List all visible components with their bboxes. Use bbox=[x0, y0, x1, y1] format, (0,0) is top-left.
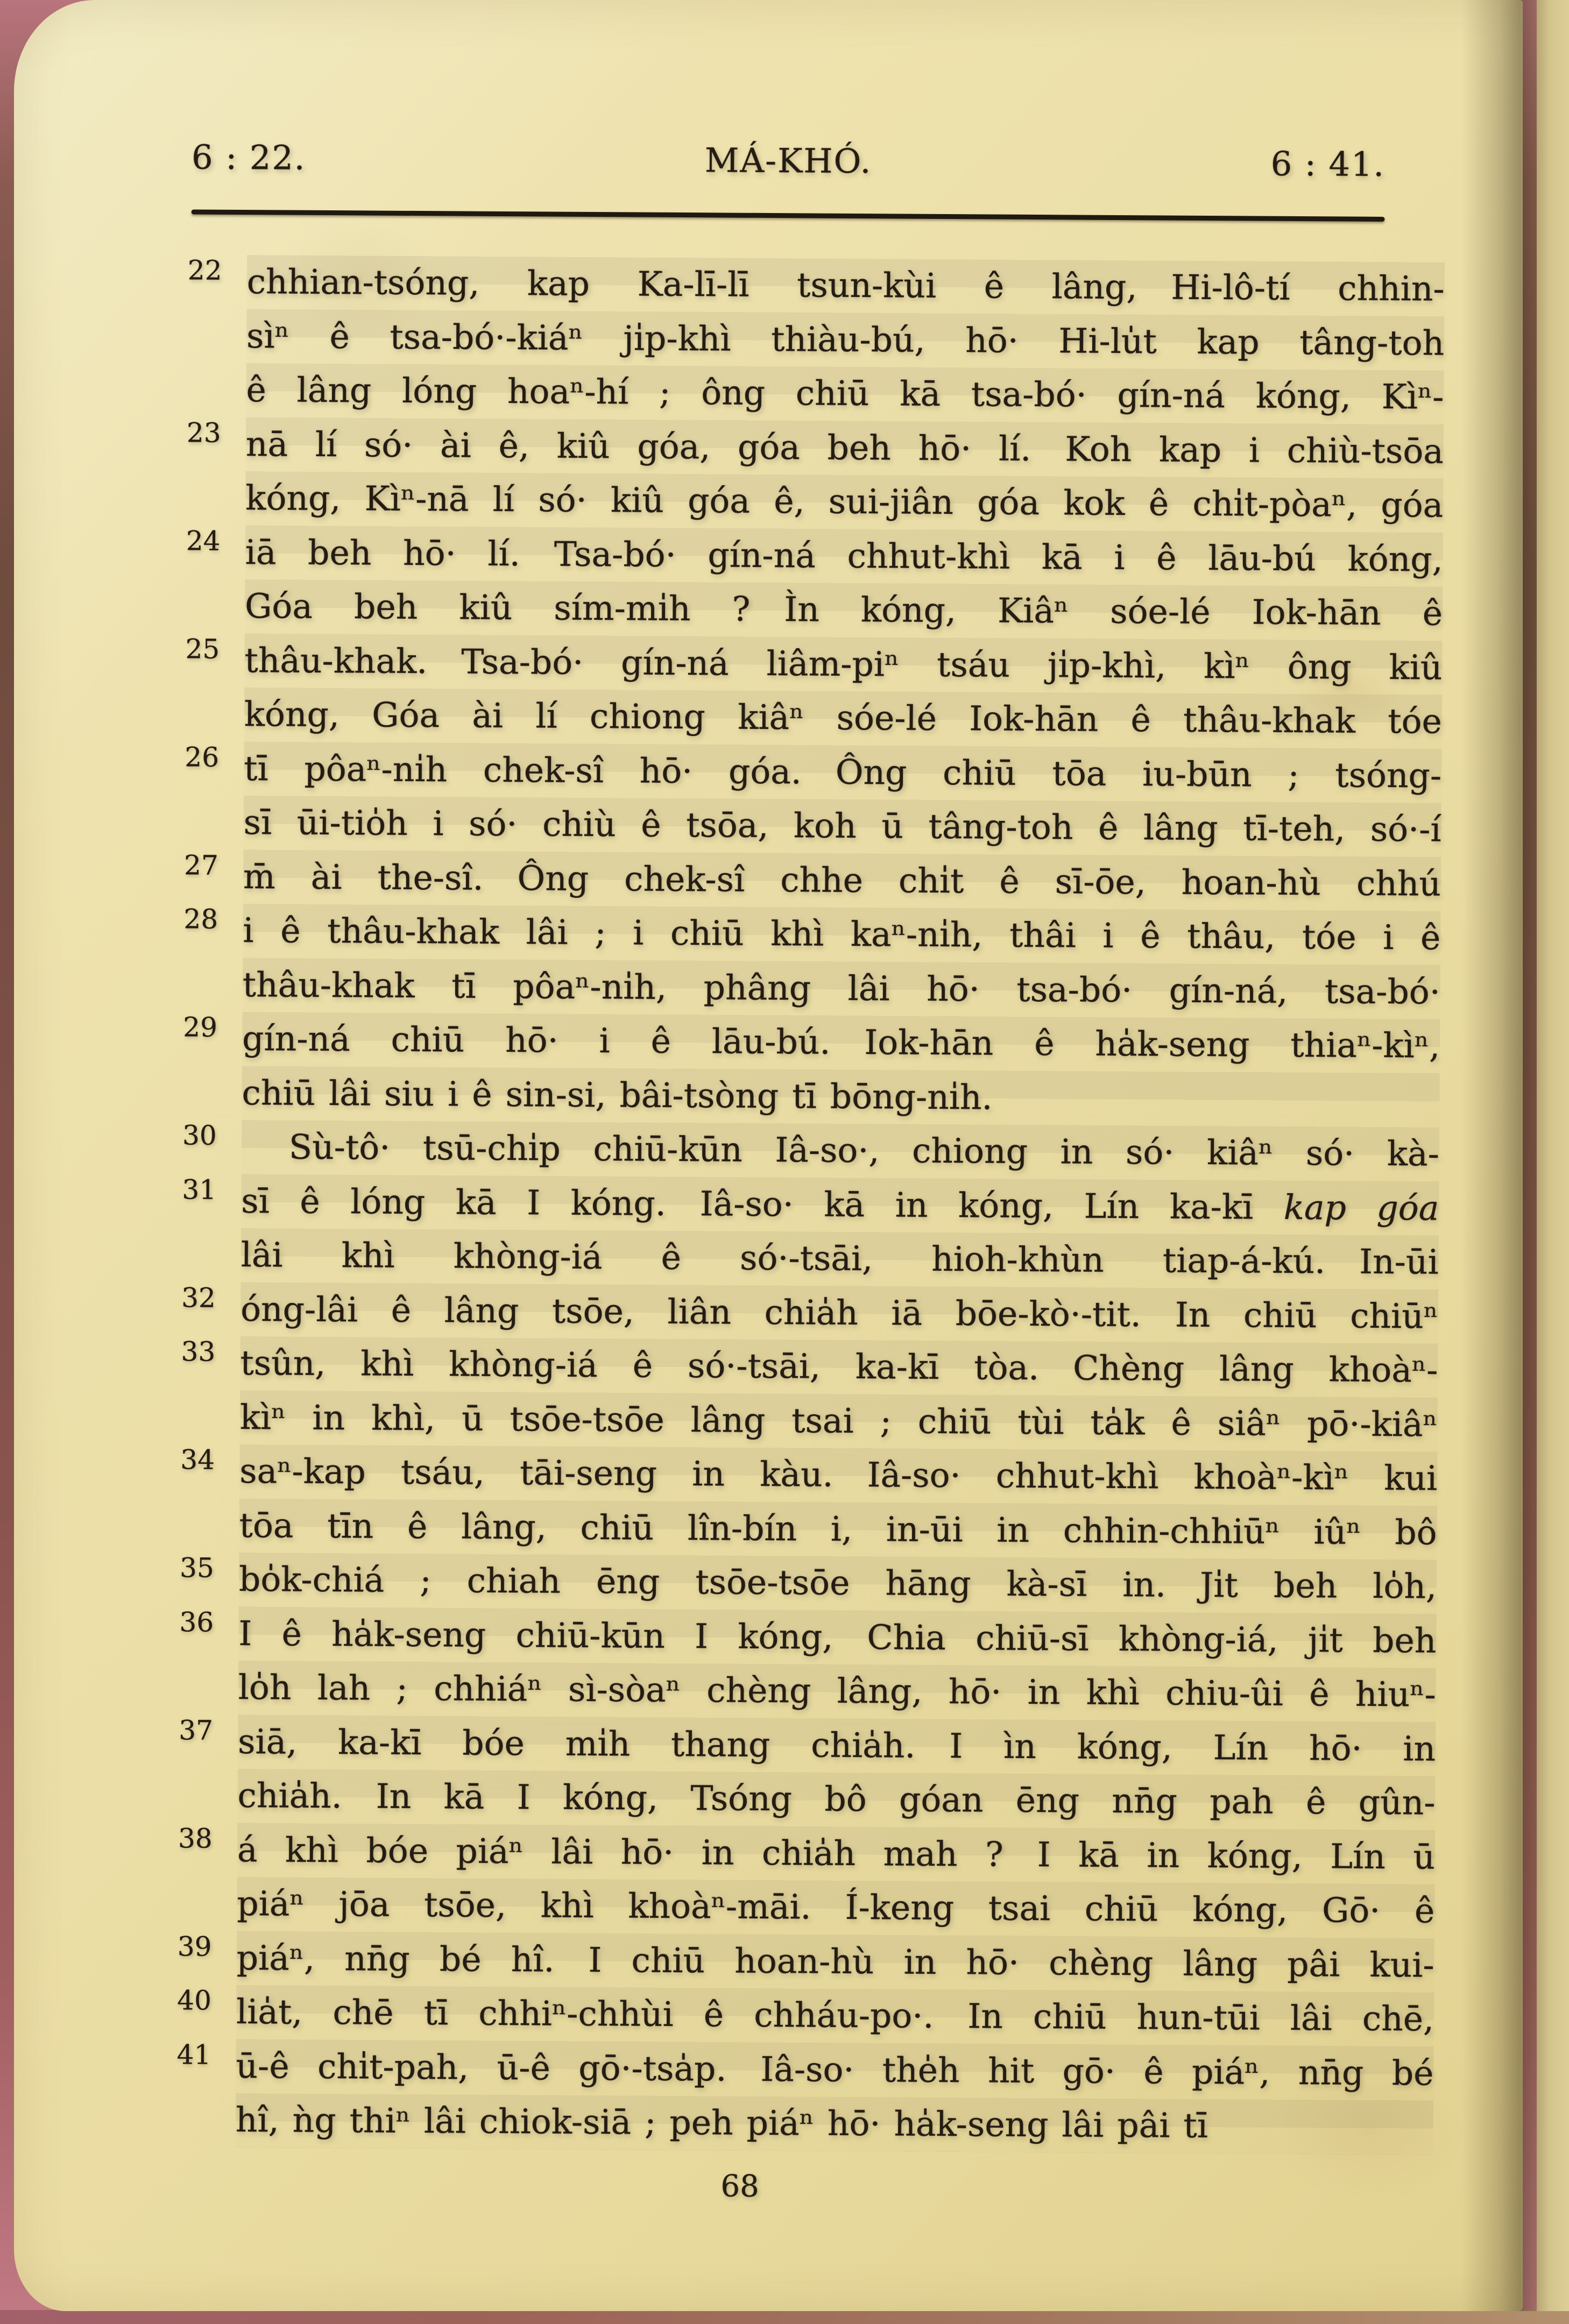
text-line bbox=[242, 1066, 1440, 1128]
verse-number: 26 bbox=[185, 741, 220, 773]
text-line bbox=[246, 309, 1445, 371]
verse-number: 25 bbox=[185, 633, 220, 665]
text-line bbox=[243, 796, 1441, 857]
verse-number: 22 bbox=[187, 254, 222, 286]
verse-text: gín-ná chiū hō· i ê lāu-bú. Iok-hān ê ha̍k-seng thiaⁿ-kìⁿ, bbox=[242, 1019, 1440, 1066]
text-line bbox=[241, 1228, 1439, 1289]
adjacent-page-edge bbox=[1537, 0, 1569, 2311]
text-line bbox=[183, 1011, 1440, 1073]
verse-text: óng-lâi ê lâng tsōe, liân chia̍h iā bōe-kò·-tit. In chiū chiūⁿ bbox=[240, 1289, 1439, 1336]
verse-number: 40 bbox=[177, 1985, 212, 2016]
text-line bbox=[246, 363, 1444, 424]
verse-number: 37 bbox=[179, 1714, 214, 1746]
text-line bbox=[182, 1120, 1440, 1181]
verse-number: 23 bbox=[186, 416, 221, 449]
text-line bbox=[177, 1985, 1434, 2046]
verse-text: sī ūi-tio̍h i só· chiù ê tsōa, koh ū tâng-toh ê lâng tī-teh, só·-í bbox=[243, 803, 1441, 849]
verse-text: chia̍h. In kā I kóng, Tsóng bô góan ēng nn̄g pah ê gûn- bbox=[237, 1776, 1436, 1823]
verse-text: lâi khì khòng-iá ê só·-tsāi, hioh-khùn tiap-á-kú. In-ūi bbox=[241, 1235, 1439, 1282]
verse-text: piáⁿ jōa tsōe, khì khoàⁿ-māi. Í-keng tsai chiū kóng, Gō· ê bbox=[237, 1884, 1435, 1931]
text-line bbox=[245, 471, 1444, 533]
text-line bbox=[245, 579, 1443, 641]
text-line bbox=[240, 1391, 1438, 1452]
verse-text: kóng, Kìⁿ-nā lí só· kiû góa ê, sui-jiân góa kok ê chi̍t-pòaⁿ, góa bbox=[245, 478, 1444, 525]
text-line bbox=[242, 958, 1440, 1019]
verse-text: Góa beh kiû sím-mi̍h ? Ìn kóng, Kiâⁿ sóe-lé Iok-hān ê bbox=[244, 586, 1443, 633]
verse-number: 29 bbox=[183, 1011, 218, 1043]
verse-number: 38 bbox=[178, 1822, 213, 1854]
verse-text: ū-ê chi̍t-pah, ū-ê gō·-tsa̍p. Iâ-so· the̍h hit gō· ê piáⁿ, nn̄g bé bbox=[236, 2046, 1434, 2093]
header-verse-right: 6 : 41. bbox=[1270, 144, 1386, 184]
verse-text: m̄ ài the-sî. Ông chek-sî chhe chi̍t ê sī-ōe, hoan-hù chhú bbox=[243, 856, 1441, 904]
text-line bbox=[236, 2093, 1434, 2155]
verse-number: 24 bbox=[186, 525, 221, 557]
verse-text: i ê thâu-khak lâi ; i chiū khì kaⁿ-ni̍h, thâi i ê thâu, tóe i ê bbox=[243, 911, 1441, 958]
text-line bbox=[185, 633, 1443, 695]
text-line bbox=[181, 1336, 1438, 1398]
verse-text: thâu-khak tī pôaⁿ-ni̍h, phâng lâi hō· tsa-bó· gín-ná, tsa-bó· bbox=[242, 965, 1440, 1012]
text-line bbox=[179, 1714, 1436, 1776]
verse-text: nā lí só· ài ê, kiû góa, góa beh hō· lí. Koh kap i chiù-tsōa bbox=[245, 424, 1444, 471]
verse-text: lia̍t, chē tī chhiⁿ-chhùi ê chháu-po·. In chiū hun-tūi lâi chē, bbox=[236, 1992, 1434, 2039]
verse-text: siā, ka-kī bóe mi̍h thang chia̍h. I ìn kóng, Lín hō· in bbox=[237, 1721, 1436, 1769]
text-line bbox=[237, 1769, 1436, 1830]
text-line bbox=[180, 1444, 1438, 1506]
verse-text: chiū lâi siu i ê sin-si, bâi-tsòng tī bōng-ni̍h. bbox=[242, 1073, 993, 1117]
text-line bbox=[238, 1661, 1436, 1722]
text-line bbox=[237, 1877, 1435, 1938]
verse-number: 33 bbox=[181, 1336, 216, 1368]
text-line bbox=[186, 525, 1443, 587]
verse-text: tī pôaⁿ-ni̍h chek-sî hō· góa. Ông chiū tōa iu-būn ; tsóng- bbox=[244, 748, 1442, 796]
text-body bbox=[176, 254, 1445, 2155]
verse-number: 32 bbox=[181, 1281, 216, 1314]
verse-text: thâu-khak. Tsa-bó· gín-ná liâm-piⁿ tsáu ji̍p-khì, kìⁿ ông kiû bbox=[244, 640, 1443, 688]
text-line bbox=[177, 1930, 1434, 1993]
text-line bbox=[183, 849, 1441, 911]
text-line bbox=[183, 903, 1441, 965]
text-line bbox=[185, 741, 1442, 803]
page-title: MÁ-KHÓ. bbox=[704, 140, 872, 181]
verse-number: 30 bbox=[182, 1120, 217, 1151]
verse-text: kóng, Góa ài lí chiong kiâⁿ sóe-lé Iok-hān ê thâu-khak tóe bbox=[244, 695, 1443, 741]
verse-number: 34 bbox=[180, 1444, 215, 1476]
text-line bbox=[176, 2038, 1434, 2101]
verse-number: 31 bbox=[182, 1173, 217, 1206]
verse-number: 41 bbox=[176, 2038, 211, 2071]
verse-number: 28 bbox=[183, 903, 218, 935]
gutter-shadow bbox=[1461, 0, 1537, 2311]
text-line bbox=[179, 1606, 1437, 1668]
text-line bbox=[187, 254, 1445, 316]
verse-text: á khì bóe piáⁿ lâi hō· in chia̍h mah ? I kā in kóng, Lín ū bbox=[237, 1830, 1436, 1877]
verse-text: I ê ha̍k-seng chiū-kūn I kóng, Chia chiū-sī khòng-iá, ji̍t beh bbox=[238, 1613, 1437, 1661]
verse-number: 35 bbox=[179, 1552, 214, 1584]
verse-text: ê lâng lóng hoaⁿ-hí ; ông chiū kā tsa-bó· gín-ná kóng, Kìⁿ- bbox=[246, 370, 1444, 417]
verse-text: hî, ǹg thiⁿ lâi chiok-siā ; peh piáⁿ hō· ha̍k-seng lâi pâi tī bbox=[235, 2100, 1208, 2146]
text-line bbox=[244, 688, 1443, 749]
verse-number: 36 bbox=[179, 1606, 214, 1638]
header-verse-left: 6 : 22. bbox=[191, 137, 306, 178]
text-line bbox=[186, 416, 1444, 479]
verse-text: sìⁿ ê tsa-bó·-kiáⁿ ji̍p-khì thiàu-bú, hō· Hi-lu̍t kap tâng-toh bbox=[246, 316, 1445, 363]
verse-text: chhian-tsóng, kap Ka-lī-lī tsun-kùi ê lâng, Hi-lô-tí chhin- bbox=[246, 262, 1445, 309]
text-line bbox=[181, 1281, 1439, 1344]
running-header bbox=[192, 137, 1385, 184]
text-line bbox=[178, 1822, 1436, 1884]
verse-number: 39 bbox=[177, 1930, 212, 1962]
verse-text: Sù-tô· tsū-chi̍p chiū-kūn Iâ-so·, chiong in só· kiâⁿ só· kà- bbox=[288, 1127, 1440, 1174]
header-rule bbox=[192, 209, 1385, 222]
text-line bbox=[179, 1552, 1437, 1614]
verse-text: saⁿ-kap tsáu, tāi-seng in kàu. Iâ-so· chhut-khì khoàⁿ-kìⁿ kui bbox=[239, 1451, 1438, 1498]
verse-text: lo̍h lah ; chhiáⁿ sì-sòaⁿ chèng lâng, hō· in khì chiu-ûi ê hiuⁿ- bbox=[238, 1668, 1436, 1714]
verse-text: tsûn, khì khòng-iá ê só·-tsāi, ka-kī tòa. Chèng lâng khoàⁿ- bbox=[240, 1343, 1438, 1390]
text-line bbox=[239, 1499, 1437, 1560]
page-number: 68 bbox=[720, 2169, 759, 2204]
verse-number: 27 bbox=[183, 849, 218, 881]
verse-text: iā beh hō· lí. Tsa-bó· gín-ná chhut-khì kā i ê lāu-bú kóng, bbox=[245, 532, 1443, 579]
verse-text: tōa tīn ê lâng, chiū lîn-bín i, in-ūi in chhin-chhiūⁿ iûⁿ bô bbox=[239, 1505, 1437, 1553]
verse-text: piáⁿ, nn̄g bé hî. I chiū hoan-hù in hō· chèng lâng pâi kui- bbox=[236, 1938, 1434, 1985]
page-content bbox=[1, 0, 1524, 2319]
verse-text: bo̍k-chiá ; chiah ēng tsōe-tsōe hāng kà-sī in. Ji̍t beh lo̍h, bbox=[238, 1560, 1437, 1606]
text-line bbox=[182, 1173, 1439, 1236]
scanned-page bbox=[14, 0, 1523, 2311]
verse-text: sī ê lóng kā I kóng. Iâ-so· kā in kóng, Lín ka-kī kap góa bbox=[241, 1181, 1439, 1228]
verse-text: kìⁿ in khì, ū tsōe-tsōe lâng tsai ; chiū tùi ta̍k ê siâⁿ pō·-kiâⁿ bbox=[239, 1397, 1438, 1444]
